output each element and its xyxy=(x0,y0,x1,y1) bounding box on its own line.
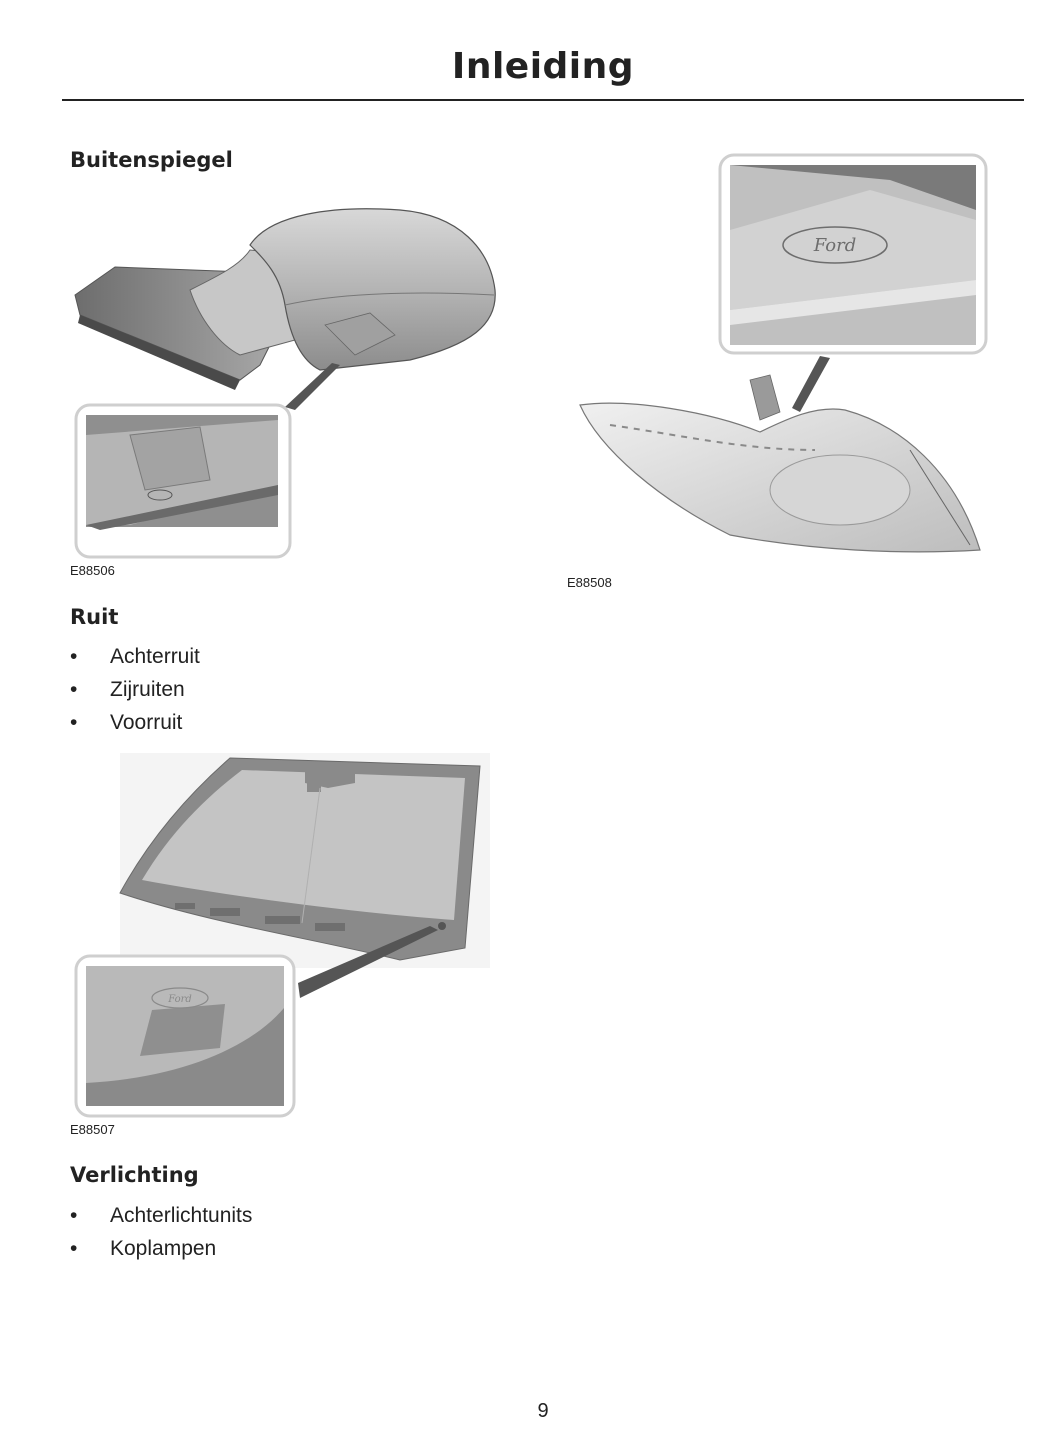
bullet-icon: • xyxy=(70,645,78,668)
section-heading-lighting: Verlichting xyxy=(70,1163,199,1187)
section-heading-mirror: Buitenspiegel xyxy=(70,148,233,172)
ford-logo: Ford xyxy=(813,235,857,256)
mirror-illustration xyxy=(70,195,510,565)
bullet-icon: • xyxy=(70,1237,78,1260)
figure-caption-headlamp: E88508 xyxy=(567,575,612,590)
bullet-icon: • xyxy=(70,711,78,734)
page-title: Inleiding xyxy=(451,46,635,87)
windscreen-illustration xyxy=(70,748,490,1128)
section-heading-glass: Ruit xyxy=(70,605,119,629)
ford-logo: Ford xyxy=(168,994,192,1005)
page-number: 9 xyxy=(537,1400,549,1422)
figure-caption-glass: E88507 xyxy=(70,1122,115,1137)
bullet-icon: • xyxy=(70,1204,78,1227)
header-rule xyxy=(62,99,1024,101)
bullet-icon: • xyxy=(70,678,78,701)
figure-caption-mirror: E88506 xyxy=(70,563,115,578)
headlamp-illustration xyxy=(570,150,990,570)
